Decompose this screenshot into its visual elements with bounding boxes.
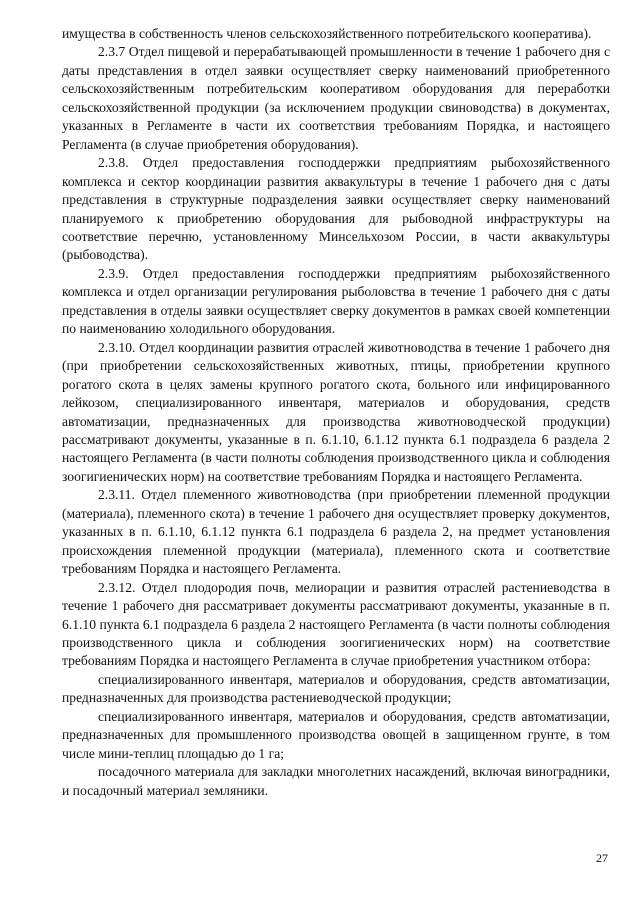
paragraph-2-3-10: 2.3.10. Отдел координации развития отраслей животноводства в течение 1 рабочего дня (при приобретении сельскохозяйственных животных, птицы, приобретении крупного рогатого скота в целях замены крупного рогатого скота, больного или инфицированного лейкозом, специализированного инвентаря, материалов и оборудования, средств автоматизации, предназначенных для производства животноводческой продукции) рассматривают документы, указанные в п. 6.1.10, 6.1.12 пункта 6.1 подраздела 6 раздела 2 настоящего Регламента (в части полноты соблюдения производственного цикла и соблюдения зоогигиенических норм) на соответствие требованиям Порядка и настоящего Регламента. (62, 339, 610, 484)
paragraph-2-3-12: 2.3.12. Отдел плодородия почв, мелиорации и развития отраслей растениеводства в течение 1 рабочего дня рассматривает документы рассматривают документы, указанные в п. 6.1.10 пункта 6.1 подраздела 6 раздела 2 настоящего Регламента (в части полноты соблюдения производственного цикла и соблюдения зоогигиенических норм) на соответствие требованиям Порядка и настоящего Регламента в случае приобретения участником отбора: (62, 579, 610, 669)
paragraph-2-3-9: 2.3.9. Отдел предоставления господдержки предприятиям рыбохозяйственного комплекса и отдел организации регулирования рыболовства в течение 1 рабочего дня с даты представления в отделы заявки осуществляет сверку документов в рамках своей компетенции по наименованию холодильного оборудования. (62, 265, 610, 337)
paragraph-2-3-11: 2.3.11. Отдел племенного животноводства (при приобретении племенной продукции (материала), племенного скота) в течение 1 рабочего дня осуществляет проверку документов, указанных в п. 6.1.10, 6.1.12 пункта 6.1 подраздела 6 раздела 2, на предмет установления происхождения племенной продукции (материала), племенного скота и соответствие требованиям Порядка и настоящего Регламента. (62, 487, 610, 577)
list-item-equipment-crop: специализированного инвентаря, материалов и оборудования, средств автоматизации, предназначенных для производства растениеводческой продукции; (62, 671, 610, 706)
page-number: 27 (596, 851, 608, 865)
paragraph-2-3-7: 2.3.7 Отдел пищевой и перерабатывающей промышленности в течение 1 рабочего дня с даты представления в отдел заявки осуществляет сверку наименований приобретенного сельскохозяйственным потребительским кооперативом оборудования для переработки сельскохозяйственной продукции (за исключением продукции свиноводства) в документах, указанных в Регламенте в части их соответствия требованиям Порядка, и настоящего Регламента (в случае приобретения оборудования). (62, 44, 610, 152)
document-page (62, 25, 610, 800)
paragraph-2-3-8: 2.3.8. Отдел предоставления господдержки предприятиям рыбохозяйственного комплекса и сектор координации развития аквакультуры в течение 1 рабочего дня с даты представления в структурные подразделения заявки осуществляет сверку наименований планируемого к приобретению оборудования для рыбоводной инфраструктуры на соответствие перечню, установленному Минсельхозом России, в части аквакультуры (рыбоводства). (62, 155, 610, 263)
list-item-planting-material: посадочного материала для закладки многолетних насаждений, включая виноградники, и посадочный материал земляники. (62, 764, 610, 798)
paragraph-continuation: имущества в собственность членов сельскохозяйственного потребительского кооператива). (62, 26, 592, 41)
list-item-equipment-greenhouse: специализированного инвентаря, материалов и оборудования, средств автоматизации, предназначенных для промышленного производства овощей в защищенном грунте, в том числе мини-теплиц площадью до 1 га; (62, 708, 610, 761)
